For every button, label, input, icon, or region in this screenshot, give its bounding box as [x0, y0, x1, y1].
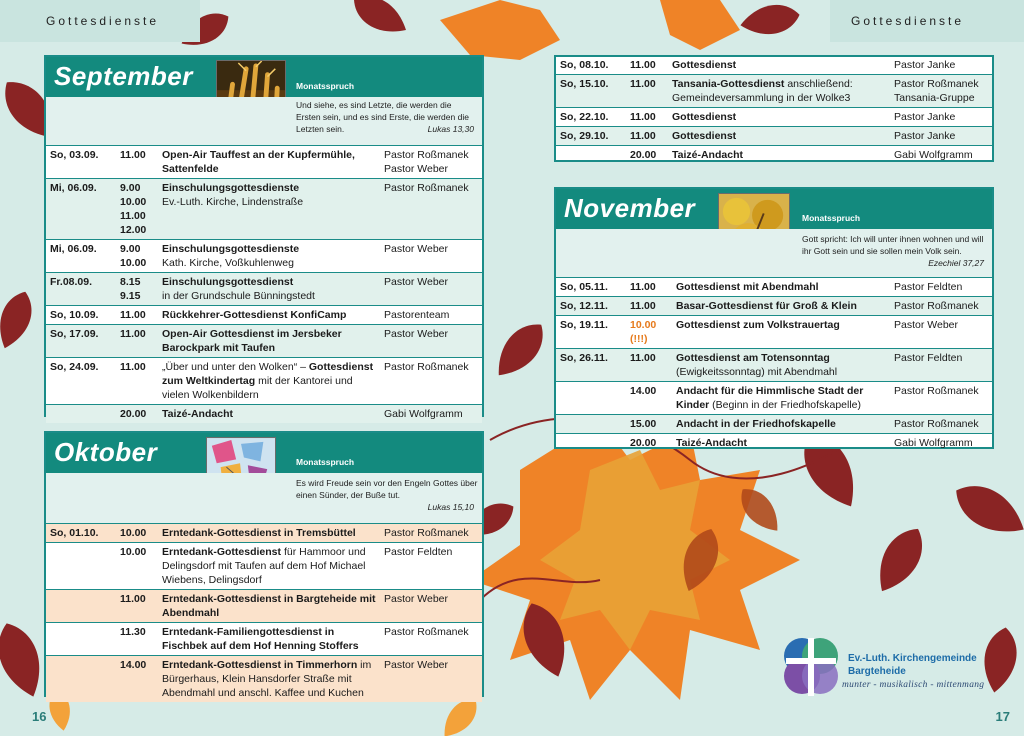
service-time-value: 10.00 — [120, 546, 147, 558]
service-officiant — [890, 349, 992, 382]
service-date: So, 29.10. — [556, 127, 626, 146]
service-time — [116, 146, 158, 179]
service-time-value: 14.00 — [120, 659, 147, 671]
service-title: Gottesdienst — [672, 130, 737, 142]
service-time — [626, 146, 668, 165]
service-description — [672, 316, 890, 349]
service-time-value: (!!!) — [630, 333, 648, 345]
service-time — [626, 316, 672, 349]
page-number-right: 17 — [995, 709, 1010, 724]
service-title: Andacht für die Himmlische Stadt der Kinder — [676, 385, 864, 411]
service-date — [556, 415, 626, 434]
service-time-value: 10.00 — [120, 257, 147, 269]
service-officiant — [380, 656, 482, 703]
service-officiant — [890, 278, 992, 297]
running-head-left: Gottesdienste — [46, 14, 160, 28]
oktober-continued-panel — [554, 55, 994, 162]
service-date — [46, 590, 116, 623]
service-officiant — [380, 273, 482, 306]
service-time-value: 14.00 — [630, 385, 657, 397]
service-title: Taizé-Andacht — [162, 408, 233, 420]
service-title: Open-Air Tauffest an der Kupfermühle, Sattenfelde — [162, 149, 355, 175]
service-details: Kath. Kirche, Voßkuhlenweg — [162, 257, 294, 269]
service-row — [556, 297, 992, 316]
service-time-value: 9.15 — [120, 290, 141, 302]
service-details: mit der Kantorei und vielen Wolkenbildern — [162, 375, 353, 401]
service-description — [158, 590, 380, 623]
service-row — [556, 278, 992, 297]
officiant-name: Pastor Weber — [894, 319, 958, 331]
officiant-name: Pastor Roßmanek — [384, 626, 469, 638]
service-details: für Hammoor und Delingsdorf mit Taufen auf dem Hof Michael Wiebens, Delingsdorf — [162, 546, 366, 586]
service-title: Taizé-Andacht — [676, 437, 747, 449]
service-title: Taizé-Andacht — [672, 149, 743, 161]
service-date: So, 22.10. — [556, 108, 626, 127]
service-officiant — [380, 179, 482, 240]
service-date — [556, 146, 626, 165]
monatsspruch-text: Und siehe, es sind Letzte, die werden die Ersten sein, und es sind Erste, die werden die Letzten sein. — [296, 100, 469, 134]
officiant-name: Pastor Roßmanek — [894, 300, 979, 312]
service-row — [46, 656, 482, 703]
monatsspruch-ref: Ezechiel 37,27 — [928, 258, 984, 268]
officiant-name: Gabi Wolfgramm — [894, 149, 973, 161]
service-title: Gottesdienst — [672, 59, 737, 71]
service-date: So, 12.11. — [556, 297, 626, 316]
officiant-name: Gabi Wolfgramm — [894, 437, 973, 449]
service-row — [556, 56, 992, 75]
service-description — [672, 349, 890, 382]
service-time-value: 9.00 — [120, 243, 141, 255]
service-desc-prefix: „Über und unter den Wolken“ – — [162, 361, 309, 373]
service-description — [668, 56, 890, 75]
oktober-schedule-table — [46, 523, 482, 702]
service-officiant — [890, 146, 992, 165]
service-row — [46, 325, 482, 358]
officiant-name: Tansania-Gruppe — [894, 92, 975, 104]
service-time-value: 10.00 — [120, 196, 147, 208]
service-time — [626, 108, 668, 127]
service-time-value: 11.00 — [120, 361, 146, 373]
service-description — [158, 179, 380, 240]
service-description — [668, 75, 890, 108]
service-time-value: 20.00 — [630, 437, 657, 449]
service-time-value: 11.00 — [120, 149, 146, 161]
service-row — [556, 108, 992, 127]
service-date — [46, 405, 116, 424]
service-officiant — [380, 524, 482, 543]
november-schedule-table — [556, 277, 992, 452]
oktober-continued-table — [556, 55, 992, 164]
service-description — [672, 278, 890, 297]
service-date: So, 05.11. — [556, 278, 626, 297]
service-officiant — [380, 146, 482, 179]
service-title: Basar-Gottesdienst für Groß & Klein — [676, 300, 857, 312]
service-time-value: 8.15 — [120, 276, 141, 288]
service-time-value: 11.00 — [630, 78, 656, 90]
service-date — [556, 434, 626, 453]
service-date: Mi, 06.09. — [46, 179, 116, 240]
service-details: anschließend: Gemeindeversammlung in der Wolke3 — [672, 78, 853, 104]
service-title: Erntedank-Gottesdienst in Bargteheide mit Abendmahl — [162, 593, 376, 619]
service-time-value: 10.00 — [630, 319, 657, 331]
service-description — [158, 405, 380, 424]
service-title: Gottesdienst zum Volkstrauertag — [676, 319, 840, 331]
service-details: Ev.-Luth. Kirche, Lindenstraße — [162, 196, 304, 208]
month-title: Oktober — [54, 437, 158, 467]
service-description — [158, 656, 380, 703]
officiant-name: Pastor Roßmanek — [384, 527, 469, 539]
monatsspruch-box — [556, 229, 992, 277]
service-time-value: 11.00 — [630, 130, 656, 142]
service-title: Erntedank-Gottesdienst in Timmerhorn — [162, 659, 358, 671]
service-title: Rückkehrer-Gottesdienst KonfiCamp — [162, 309, 347, 321]
service-time — [626, 434, 672, 453]
september-schedule-table — [46, 145, 482, 423]
officiant-name: Pastor Feldten — [384, 546, 453, 558]
church-name-line2: Bargteheide — [848, 666, 906, 677]
service-time-value: 11.00 — [120, 210, 146, 222]
service-title: Gottesdienst am Totensonntag — [676, 352, 830, 364]
service-title: Gottesdienst — [672, 111, 737, 123]
service-time — [626, 75, 668, 108]
service-title: Gottesdienst zum Weltkindertag — [162, 361, 374, 387]
officiant-name: Pastor Weber — [384, 163, 448, 175]
service-description — [672, 434, 890, 453]
service-time — [116, 590, 158, 623]
service-description — [672, 415, 890, 434]
service-time-value: 9.00 — [120, 182, 141, 194]
service-row — [556, 316, 992, 349]
service-officiant — [890, 415, 992, 434]
officiant-name: Pastor Feldten — [894, 352, 963, 364]
service-details: in der Grundschule Bünningstedt — [162, 290, 315, 302]
service-date: So, 15.10. — [556, 75, 626, 108]
service-date — [556, 382, 626, 415]
service-time-value: 10.00 — [120, 527, 147, 539]
service-officiant — [890, 75, 992, 108]
service-time-value: 15.00 — [630, 418, 657, 430]
service-date: So, 17.09. — [46, 325, 116, 358]
monatsspruch-text: Gott spricht: Ich will unter ihnen wohnen und will ihr Gott sein und sie sollen mein Volk sein. — [802, 234, 984, 256]
service-title: Einschulungsgottesdienste — [162, 182, 300, 194]
officiant-name: Pastor Roßmanek — [384, 182, 469, 194]
service-row — [46, 273, 482, 306]
officiant-name: Pastor Roßmanek — [894, 78, 979, 90]
page-number-left: 16 — [32, 709, 47, 724]
service-officiant — [380, 306, 482, 325]
officiant-name: Pastor Weber — [384, 243, 448, 255]
service-row — [46, 405, 482, 424]
service-title: Einschulungsgottesdienste — [162, 243, 300, 255]
service-officiant — [890, 382, 992, 415]
service-officiant — [890, 127, 992, 146]
service-time — [116, 543, 158, 590]
service-title: Einschulungsgottesdienst — [162, 276, 294, 288]
september-panel — [44, 55, 484, 420]
officiant-name: Pastor Janke — [894, 111, 956, 123]
service-officiant — [890, 108, 992, 127]
service-row — [46, 623, 482, 656]
service-officiant — [380, 325, 482, 358]
service-description — [158, 524, 380, 543]
november-panel — [554, 187, 994, 449]
service-description — [672, 297, 890, 316]
month-title: November — [564, 193, 696, 223]
service-time-value: 11.00 — [630, 352, 656, 364]
service-date — [46, 623, 116, 656]
service-time — [116, 405, 158, 424]
church-logo — [780, 634, 1000, 704]
service-description — [158, 273, 380, 306]
month-title: September — [54, 61, 193, 91]
service-time — [116, 179, 158, 240]
service-row — [556, 415, 992, 434]
service-row — [46, 179, 482, 240]
service-row — [46, 543, 482, 590]
service-description — [672, 382, 890, 415]
service-time — [626, 349, 672, 382]
service-title: Erntedank-Gottesdienst — [162, 546, 282, 558]
service-time-value: 11.00 — [120, 309, 146, 321]
service-description — [158, 325, 380, 358]
service-date: So, 19.11. — [556, 316, 626, 349]
service-title: Erntedank-Familiengottesdienst in Fischbek auf dem Hof Henning Stoffers — [162, 626, 359, 652]
service-date: So, 24.09. — [46, 358, 116, 405]
officiant-name: Pastor Roßmanek — [894, 385, 979, 397]
service-time — [626, 278, 672, 297]
church-name-line1: Ev.-Luth. Kirchengemeinde — [848, 653, 977, 664]
service-time-value: 11.00 — [120, 328, 146, 340]
service-details: (Beginn in der Friedhofskapelle) — [709, 399, 862, 411]
service-row — [46, 146, 482, 179]
officiant-name: Pastor Weber — [384, 593, 448, 605]
officiant-name: Pastor Janke — [894, 59, 956, 71]
service-title: Erntedank-Gottesdienst in Tremsbüttel — [162, 527, 356, 539]
service-officiant — [380, 240, 482, 273]
service-officiant — [380, 590, 482, 623]
officiant-name: Pastor Weber — [384, 328, 448, 340]
monatsspruch-label: Monatsspruch — [296, 81, 355, 91]
service-time — [116, 306, 158, 325]
service-time — [116, 273, 158, 306]
service-time-value: 20.00 — [630, 149, 657, 161]
officiant-name: Pastor Roßmanek — [894, 418, 979, 430]
service-time — [626, 297, 672, 316]
service-description — [158, 240, 380, 273]
monatsspruch-label: Monatsspruch — [296, 457, 355, 467]
service-date: So, 08.10. — [556, 56, 626, 75]
service-row — [556, 434, 992, 453]
service-officiant — [380, 405, 482, 424]
service-time-value: 11.00 — [630, 300, 656, 312]
service-time-value: 12.00 — [120, 224, 147, 236]
service-details: (Ewigkeitssonntag) mit Abendmahl — [676, 366, 838, 378]
officiant-name: Gabi Wolfgramm — [384, 408, 463, 420]
service-date: Mi, 06.09. — [46, 240, 116, 273]
service-date: So, 10.09. — [46, 306, 116, 325]
monatsspruch-ref: Lukas 13,30 — [427, 124, 474, 134]
service-description — [158, 543, 380, 590]
service-time — [116, 358, 158, 405]
service-description — [158, 146, 380, 179]
monatsspruch-ref: Lukas 15,10 — [427, 502, 474, 512]
service-description — [668, 127, 890, 146]
service-date: So, 03.09. — [46, 146, 116, 179]
service-time-value: 11.00 — [120, 593, 146, 605]
service-time — [116, 623, 158, 656]
monatsspruch-text: Es wird Freude sein vor den Engeln Gottes über einen Sünder, der Buße tut. — [296, 478, 478, 500]
service-time — [626, 127, 668, 146]
service-officiant — [380, 623, 482, 656]
service-row — [556, 146, 992, 165]
service-time — [626, 56, 668, 75]
service-row — [46, 524, 482, 543]
service-officiant — [380, 358, 482, 405]
service-row — [556, 382, 992, 415]
service-description — [668, 108, 890, 127]
officiant-name: Pastor Weber — [384, 659, 448, 671]
service-title: Andacht in der Friedhofskapelle — [676, 418, 836, 430]
service-time — [626, 382, 672, 415]
service-officiant — [890, 316, 992, 349]
service-row — [556, 75, 992, 108]
officiant-name: Pastor Roßmanek — [384, 149, 469, 161]
service-time — [116, 656, 158, 703]
service-date: Fr.08.09. — [46, 273, 116, 306]
service-officiant — [380, 543, 482, 590]
officiant-name: Pastor Weber — [384, 276, 448, 288]
service-time-value: 11.00 — [630, 59, 656, 71]
service-title: Tansania-Gottesdienst — [672, 78, 785, 90]
officiant-name: Pastorenteam — [384, 309, 450, 321]
service-description — [668, 146, 890, 165]
monatsspruch-box — [46, 473, 482, 523]
service-officiant — [890, 297, 992, 316]
service-row — [46, 240, 482, 273]
service-description — [158, 358, 380, 405]
church-tagline: munter - musikalisch - mittenmang — [842, 680, 985, 690]
monatsspruch-box — [46, 97, 482, 145]
church-name — [848, 652, 998, 678]
service-row — [556, 349, 992, 382]
oktober-panel — [44, 431, 484, 697]
service-description — [158, 306, 380, 325]
running-head-right: Gottesdienste — [851, 14, 965, 28]
service-time — [116, 325, 158, 358]
service-date — [46, 543, 116, 590]
service-row — [556, 127, 992, 146]
service-time-value: 11.30 — [120, 626, 146, 638]
officiant-name: Pastor Janke — [894, 130, 956, 142]
officiant-name: Pastor Roßmanek — [384, 361, 469, 373]
service-time-value: 20.00 — [120, 408, 147, 420]
service-title: Open-Air Gottesdienst im Jersbeker Barockpark mit Taufen — [162, 328, 342, 354]
service-time — [626, 415, 672, 434]
service-row — [46, 306, 482, 325]
service-description — [158, 623, 380, 656]
officiant-name: Pastor Feldten — [894, 281, 963, 293]
service-officiant — [890, 56, 992, 75]
service-time — [116, 524, 158, 543]
service-title: Gottesdienst mit Abendmahl — [676, 281, 819, 293]
service-time-value: 11.00 — [630, 111, 656, 123]
service-row — [46, 590, 482, 623]
service-date: So, 26.11. — [556, 349, 626, 382]
monatsspruch-label: Monatsspruch — [802, 213, 861, 223]
service-time — [116, 240, 158, 273]
service-row — [46, 358, 482, 405]
service-time-value: 11.00 — [630, 281, 656, 293]
church-logo-mark — [780, 634, 842, 700]
service-date: So, 01.10. — [46, 524, 116, 543]
service-date — [46, 656, 116, 703]
service-officiant — [890, 434, 992, 453]
service-details: im Bürgerhaus, Klein Hansdorfer Straße mit Abendmahl und anschl. Kaffee und Kuchen — [162, 659, 372, 699]
